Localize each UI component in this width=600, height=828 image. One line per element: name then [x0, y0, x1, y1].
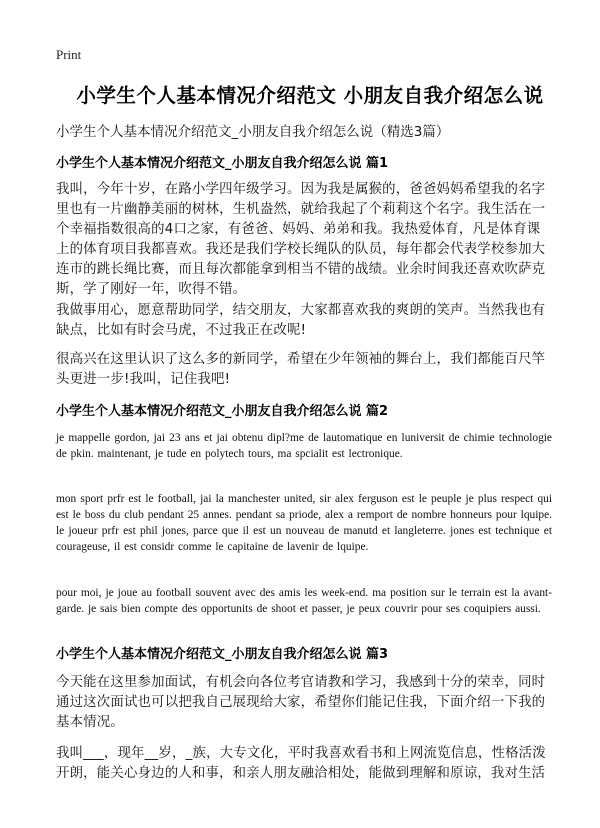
paragraph: je mappelle gordon, jai 23 ans et jai obtenu dipl?me de lautomatique en luniversit de chimie technologie de pkin. maintenant, je tude en polytech tours, ma spcialit est lectronique. — [56, 432, 552, 460]
paragraph: mon sport prfr est le football, jai la manchester united, sir alex ferguson est le peuple je plus respect qui est le boss du club pendant 25 annes. pendant sa priode, alex a remport de nombre honneurs pour lquipe. le joueur prfr est phil jones, parce que il est un nouveau de manutd et langleterre. jones est technique et courageuse, il est considr comme le capitaine de lavenir de lquipe. — [56, 493, 552, 553]
page-subtitle: 小学生个人基本情况介绍范文_小朋友自我介绍怎么说（精选3篇） — [56, 124, 450, 140]
section-heading-1: 小学生个人基本情况介绍范文_小朋友自我介绍怎么说 篇1 — [56, 156, 389, 171]
paragraph: 我做事用心，愿意帮助同学，结交朋友，大家都喜欢我的爽朗的笑声。当然我也有缺点，比如有时会马虎，不过我正在改呢! — [56, 303, 546, 338]
paragraph: 很高兴在这里认识了这么多的新同学，希望在少年领袖的舞台上，我们都能百尺竿头更进一步!我叫，记住我吧! — [56, 352, 546, 387]
print-link[interactable]: Print — [56, 47, 82, 62]
paragraph: 今天能在这里参加面试，有机会向各位考官请教和学习，我感到十分的荣幸，同时通过这次面试也可以把我自己展现给大家，希望你们能记住我，下面介绍一下我的基本情况。 — [56, 675, 546, 730]
paragraph: 我叫___，现年__岁，_族，大专文化，平时我喜欢看书和上网流览信息，性格活泼开朗，能关心身边的人和事，和亲人朋友融洽相处，能做到理解和原谅，我对生活 — [56, 746, 546, 781]
section-heading-3: 小学生个人基本情况介绍范文_小朋友自我介绍怎么说 篇3 — [56, 647, 389, 662]
section-heading-2: 小学生个人基本情况介绍范文_小朋友自我介绍怎么说 篇2 — [56, 404, 389, 419]
paragraph: pour moi, je joue au football souvent avec des amis les week-end. ma position sur le terrain est la avant-garde. je sais bien compte des opportunits de shoot et passer, je peux couvrir pour ses coquipiers aussi. — [56, 587, 552, 615]
page-title: 小学生个人基本情况介绍范文 小朋友自我介绍怎么说 — [76, 84, 544, 107]
paragraph: 我叫，今年十岁，在路小学四年级学习。因为我是属猴的，爸爸妈妈希望我的名字里也有一片幽静美丽的树林，生机盎然，就给我起了个莉莉这个名字。我生活在一个幸福指数很高的4口之家，有爸爸、妈妈、弟弟和我。我热爱体育，凡是体育课上的体育项目我都喜欢。我还是我们学校长绳队的队员，每年都会代表学校参加大连市的跳长绳比赛，而且每次都能拿到相当不错的战绩。业余时间我还喜欢吹萨克斯，学了刚好一年，吹得不错。 — [56, 182, 546, 297]
